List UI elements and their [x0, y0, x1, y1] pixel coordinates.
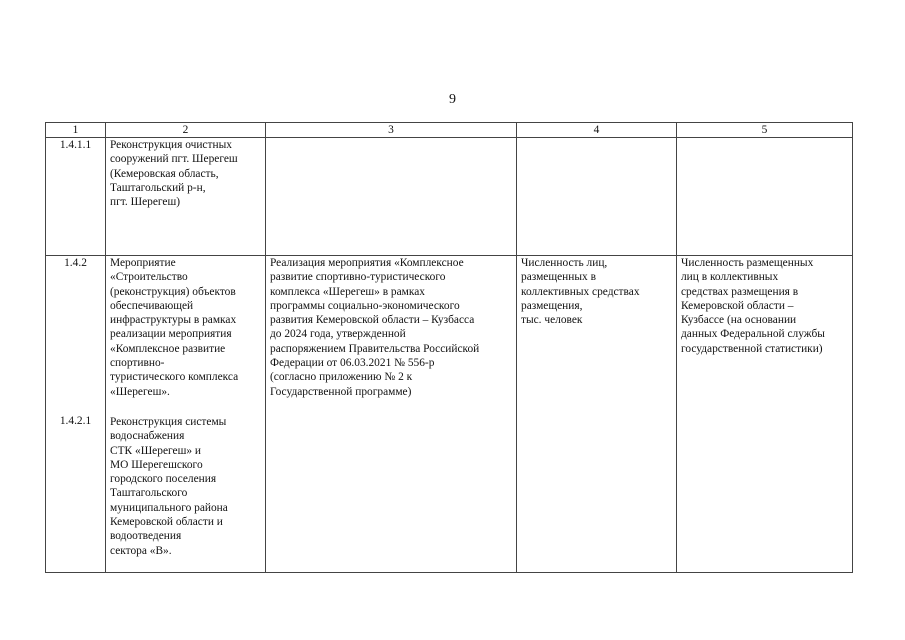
data-table: [45, 122, 853, 573]
row-method-cell: [677, 256, 853, 573]
row-name-cell: [106, 256, 266, 573]
row-method-cell: [677, 138, 853, 256]
row-code: 1.4.2: [64, 257, 87, 269]
row-sub-name: Реконструкция системы водоснабжения СТК «Шерегеш» и МО Шерегешского городского поселения Таштагольского муниципального района Кемеровской области и водоотведения сектора «В».: [110, 415, 228, 557]
row-name: Реконструкция очистных сооружений пгт. Шерегеш (Кемеровская область, Таштагольский р-н, пгт. Шерегеш): [110, 139, 238, 209]
row-sub-code: 1.4.2.1: [59, 415, 92, 428]
table-header-row: [46, 123, 853, 138]
table-row: [46, 256, 853, 573]
row-indicator: Численность лиц, размещенных в коллективных средствах размещения, тыс. человек: [521, 257, 640, 327]
row-name-cell: [106, 138, 266, 256]
column-header-5: 5: [677, 123, 853, 138]
table-row: [46, 138, 853, 256]
column-header-3: 3: [266, 123, 517, 138]
row-basis-cell: [266, 138, 517, 256]
row-basis-cell: [266, 256, 517, 573]
row-code-cell: [46, 256, 106, 573]
column-header-1: 1: [46, 123, 106, 138]
row-method: Численность размещенных лиц в коллективных средствах размещения в Кемеровской области – Кузбассе (на основании данных Федеральной службы государственной статистики): [681, 257, 825, 355]
column-header-2: 2: [106, 123, 266, 138]
row-indicator-cell: [517, 138, 677, 256]
row-indicator-cell: [517, 256, 677, 573]
row-code-cell: [46, 138, 106, 256]
page-number: 9: [449, 92, 456, 107]
column-header-4: 4: [517, 123, 677, 138]
row-name: Мероприятие «Строительство (реконструкция) объектов обеспечивающей инфраструктуры в рамках реализации мероприятия «Комплексное развитие спортивно- туристического комплекса «Шерегеш».: [110, 257, 239, 398]
row-basis: Реализация мероприятия «Комплексное развитие спортивно-туристического комплекса «Шерегеш» в рамках программы социально-экономического развития Кемеровской области – Кузбасса до 2024 года, утвержденной распоряжением Правительства Российской Федерации от 06.03.2021 № 556-р (согласно приложению № 2 к Государственной программе): [270, 257, 480, 398]
row-code: 1.4.1.1: [59, 139, 92, 151]
